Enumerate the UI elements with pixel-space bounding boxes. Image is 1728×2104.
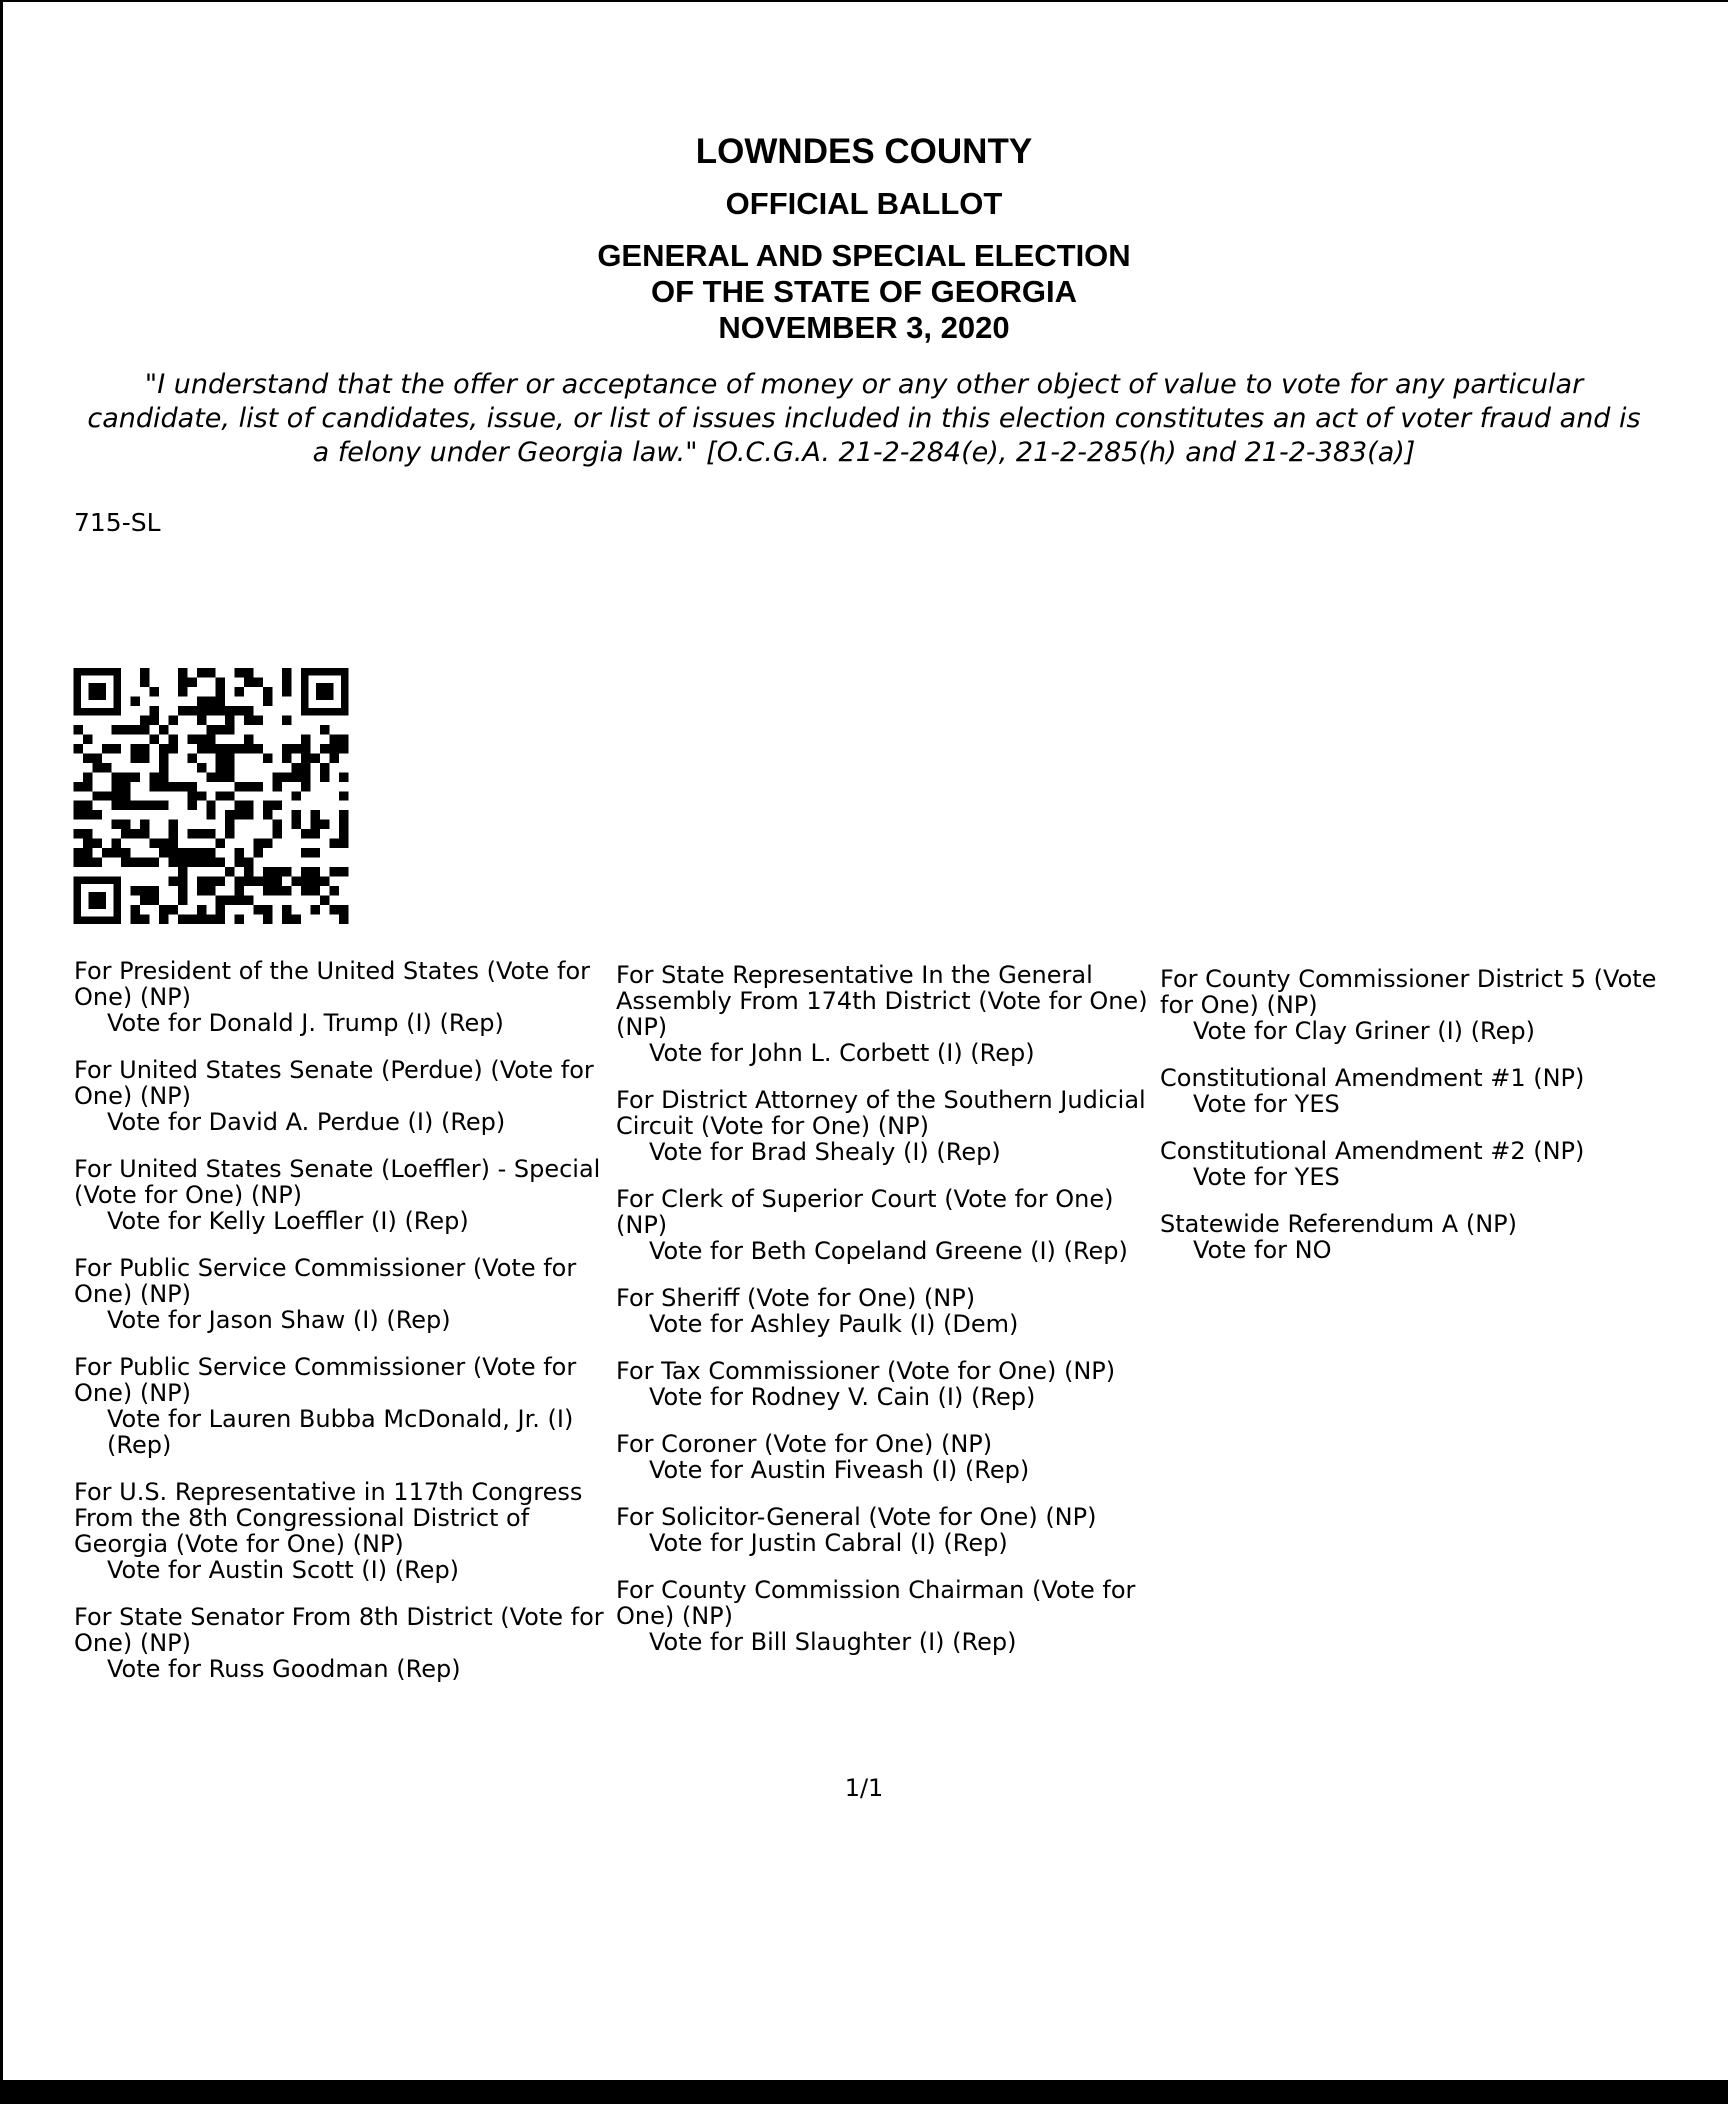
contest-title: For Solicitor-General (Vote for One) (NP) bbox=[616, 1503, 1097, 1531]
vote-selection: Vote for Justin Cabral (I) (Rep) bbox=[649, 1529, 1008, 1557]
contest-title: For U.S. Representative in 117th Congress From the 8th Congressional District of Georgia (Vote for One) (NP) bbox=[74, 1478, 583, 1558]
contest-title: For President of the United States (Vote for One) (NP) bbox=[74, 957, 591, 1011]
contest-item bbox=[616, 962, 1156, 1066]
ballot-type-title: OFFICIAL BALLOT bbox=[725, 186, 1003, 221]
vote-selection: Vote for YES bbox=[1193, 1090, 1340, 1118]
contest-item bbox=[74, 1156, 614, 1234]
vote-selection: Vote for Lauren Bubba McDonald, Jr. (I) (Rep) bbox=[107, 1405, 574, 1459]
election-name-line1: GENERAL AND SPECIAL ELECTION bbox=[597, 238, 1131, 273]
contest-title: For State Representative In the General Assembly From 174th District (Vote for One) (NP) bbox=[616, 961, 1148, 1041]
ballot-style-code: 715-SL bbox=[74, 508, 161, 537]
contest-column-1 bbox=[74, 958, 614, 1703]
contest-item bbox=[616, 1431, 1156, 1483]
contest-item bbox=[616, 1285, 1156, 1337]
vote-selection: Vote for Clay Griner (I) (Rep) bbox=[1193, 1017, 1535, 1045]
vote-selection: Vote for YES bbox=[1193, 1163, 1340, 1191]
contest-item bbox=[1160, 1138, 1680, 1190]
contest-title: For United States Senate (Perdue) (Vote for One) (NP) bbox=[74, 1056, 594, 1110]
contest-column-2 bbox=[616, 962, 1156, 1676]
contest-title: For Clerk of Superior Court (Vote for One) (NP) bbox=[616, 1185, 1114, 1239]
vote-selection: Vote for David A. Perdue (I) (Rep) bbox=[107, 1108, 506, 1136]
vote-selection: Vote for Austin Scott (I) (Rep) bbox=[107, 1556, 460, 1584]
vote-selection: Vote for Kelly Loeffler (I) (Rep) bbox=[107, 1207, 469, 1235]
contest-title: For Sheriff (Vote for One) (NP) bbox=[616, 1284, 976, 1312]
contest-item bbox=[74, 958, 614, 1036]
election-name-line2: OF THE STATE OF GEORGIA bbox=[651, 274, 1077, 309]
contest-item bbox=[616, 1087, 1156, 1165]
contest-title: For State Senator From 8th District (Vote for One) (NP) bbox=[74, 1603, 604, 1657]
vote-selection: Vote for Russ Goodman (Rep) bbox=[107, 1655, 461, 1683]
contest-item bbox=[1160, 966, 1680, 1044]
contest-title: For Coroner (Vote for One) (NP) bbox=[616, 1430, 993, 1458]
contest-title: For County Commission Chairman (Vote for One) (NP) bbox=[616, 1576, 1136, 1630]
voter-fraud-oath: "I understand that the offer or acceptance of money or any other object of value to vote for any particular candidate, list of candidates, issue, or list of issues included in this election constitutes an act of voter fraud and is a felony under Georgia law." [O.C.G.A. 21-2-284(e), 21-2-285(h) and 21-2-383(a)] bbox=[87, 369, 1641, 468]
contest-item bbox=[616, 1577, 1156, 1655]
ballot-header bbox=[0, 130, 1728, 346]
contest-item bbox=[74, 1057, 614, 1135]
contest-title: Constitutional Amendment #1 (NP) bbox=[1160, 1064, 1585, 1092]
contest-item bbox=[1160, 1211, 1680, 1263]
contest-title: For County Commissioner District 5 (Vote for One) (NP) bbox=[1160, 965, 1657, 1019]
vote-selection: Vote for Brad Shealy (I) (Rep) bbox=[649, 1138, 1001, 1166]
contest-item bbox=[616, 1186, 1156, 1264]
page-number: 1/1 bbox=[844, 1774, 884, 1802]
contest-item bbox=[616, 1504, 1156, 1556]
vote-selection: Vote for Donald J. Trump (I) (Rep) bbox=[107, 1009, 504, 1037]
contest-item bbox=[1160, 1065, 1680, 1117]
contest-item bbox=[74, 1479, 614, 1583]
contest-item bbox=[616, 1358, 1156, 1410]
contest-item bbox=[74, 1255, 614, 1333]
vote-selection: Vote for NO bbox=[1193, 1236, 1332, 1264]
county-title: LOWNDES COUNTY bbox=[695, 132, 1033, 171]
contest-title: For District Attorney of the Southern Judicial Circuit (Vote for One) (NP) bbox=[616, 1086, 1146, 1140]
contest-item bbox=[74, 1604, 614, 1682]
contest-title: Statewide Referendum A (NP) bbox=[1160, 1210, 1517, 1238]
contest-item bbox=[74, 1354, 614, 1458]
vote-selection: Vote for Rodney V. Cain (I) (Rep) bbox=[649, 1383, 1036, 1411]
contest-title: For Public Service Commissioner (Vote for One) (NP) bbox=[74, 1254, 577, 1308]
page-top-border bbox=[0, 0, 1728, 2]
vote-selection: Vote for John L. Corbett (I) (Rep) bbox=[649, 1039, 1035, 1067]
contest-title: Constitutional Amendment #2 (NP) bbox=[1160, 1137, 1585, 1165]
contest-title: For United States Senate (Loeffler) - Special (Vote for One) (NP) bbox=[74, 1155, 601, 1209]
vote-selection: Vote for Jason Shaw (I) (Rep) bbox=[107, 1306, 451, 1334]
vote-selection: Vote for Bill Slaughter (I) (Rep) bbox=[649, 1628, 1017, 1656]
election-date: NOVEMBER 3, 2020 bbox=[718, 310, 1010, 345]
vote-selection: Vote for Beth Copeland Greene (I) (Rep) bbox=[649, 1237, 1128, 1265]
vote-selection: Vote for Ashley Paulk (I) (Dem) bbox=[649, 1310, 1019, 1338]
contest-title: For Tax Commissioner (Vote for One) (NP) bbox=[616, 1357, 1116, 1385]
vote-selection: Vote for Austin Fiveash (I) (Rep) bbox=[649, 1456, 1030, 1484]
qr-code-icon bbox=[73, 668, 349, 924]
page-bottom-bar bbox=[0, 2080, 1728, 2104]
contest-column-3 bbox=[1160, 966, 1680, 1284]
contest-title: For Public Service Commissioner (Vote for One) (NP) bbox=[74, 1353, 577, 1407]
